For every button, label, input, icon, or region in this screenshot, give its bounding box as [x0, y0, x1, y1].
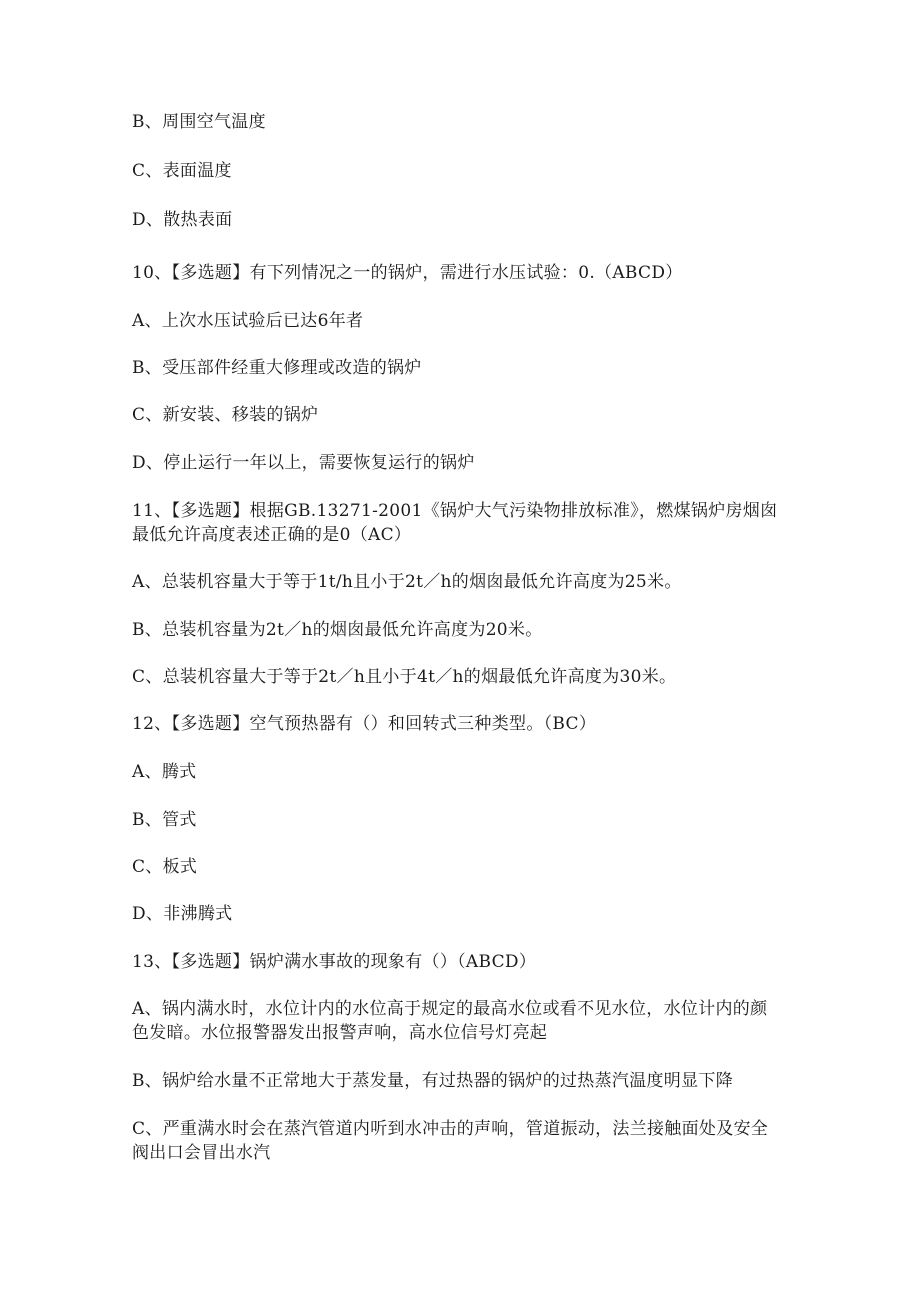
question-10: 10、【多选题】有下列情况之一的锅炉，需进行水压试验：0.（ABCD）	[132, 263, 683, 283]
option-b-q12: B、管式	[132, 810, 197, 830]
option-a-q12: A、腾式	[132, 762, 197, 782]
option-b-q9: B、周围空气温度	[132, 112, 266, 132]
option-c-q13: C、严重满水时会在蒸汽管道内听到水冲击的声响，管道振动，法兰接触面处及安全阀出口会冒出水汽	[132, 1119, 769, 1163]
option-d-q10: D、停止运行一年以上，需要恢复运行的锅炉	[132, 453, 475, 473]
question-13: 13、【多选题】锅炉满水事故的现象有（）（ABCD）	[132, 952, 537, 972]
option-c-q10: C、新安装、移装的锅炉	[132, 405, 319, 425]
option-c-q11: C、总装机容量大于等于2t／h且小于4t／h的烟最低允许高度为30米。	[132, 667, 677, 687]
option-b-q13: B、锅炉给水量不正常地大于蒸发量，有过热器的锅炉的过热蒸汽温度明显下降	[132, 1071, 733, 1091]
option-a-q11: A、总装机容量大于等于1t/h且小于2t／h的烟囱最低允许高度为25米。	[132, 572, 682, 592]
option-a-q10: A、上次水压试验后已达6年者	[132, 311, 364, 331]
option-b-q10: B、受压部件经重大修理或改造的锅炉	[132, 358, 422, 378]
option-c-q9: C、表面温度	[132, 161, 232, 181]
option-b-q11: B、总装机容量为2t／h的烟囱最低允许高度为20米。	[132, 620, 543, 640]
option-a-q13: A、锅内满水时，水位计内的水位高于规定的最高水位或看不见水位，水位计内的颜色发暗。水位报警器发出报警声响，高水位信号灯亮起	[132, 999, 768, 1043]
option-c-q12: C、板式	[132, 857, 198, 877]
option-d-q9: D、散热表面	[132, 210, 233, 230]
option-d-q12: D、非沸腾式	[132, 904, 233, 924]
question-12: 12、【多选题】空气预热器有（）和回转式三种类型。（BC）	[132, 714, 597, 734]
question-11: 11、【多选题】根据GB.13271-2001《锅炉大气污染物排放标准》，燃煤锅炉房烟囱最低允许高度表述正确的是0（AC）	[132, 501, 778, 545]
